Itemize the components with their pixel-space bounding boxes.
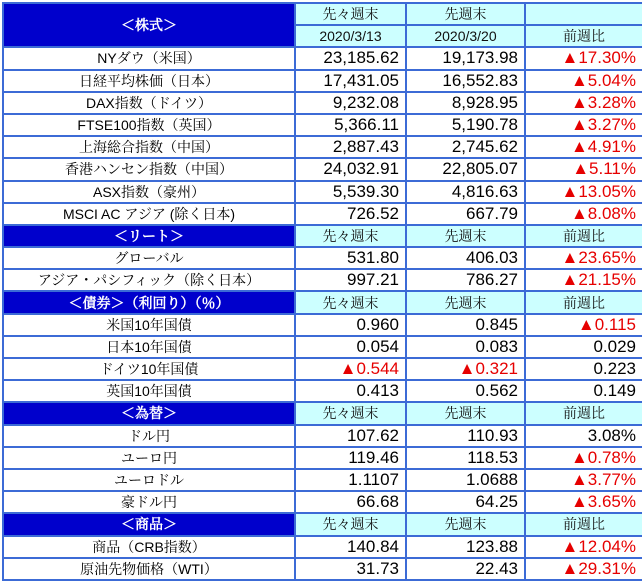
table-row-stocks-6 bbox=[3, 181, 642, 203]
table-row-bonds-1 bbox=[3, 336, 642, 358]
col-header-week-on-week: 前週比 bbox=[525, 291, 642, 313]
market-summary-table bbox=[2, 2, 642, 581]
row-label: 英国10年国債 bbox=[3, 380, 295, 402]
section-title-fx: ＜為替＞ bbox=[3, 402, 295, 424]
row-label: 香港ハンセン指数（中国） bbox=[3, 158, 295, 180]
value-week-on-week: ▲21.15% bbox=[525, 269, 642, 291]
section-header-row-reit bbox=[3, 225, 642, 247]
value-prev-weekend: 2,745.62 bbox=[406, 136, 525, 158]
value-week-on-week: ▲17.30% bbox=[525, 47, 642, 69]
value-prev2-weekend: 0.054 bbox=[295, 336, 406, 358]
row-label: ドル円 bbox=[3, 425, 295, 447]
col-header-prev2-weekend: 先々週末 bbox=[295, 3, 406, 25]
row-label: ユーロ円 bbox=[3, 447, 295, 469]
value-week-on-week: ▲4.91% bbox=[525, 136, 642, 158]
value-week-on-week: ▲0.78% bbox=[525, 447, 642, 469]
value-prev2-weekend: 531.80 bbox=[295, 247, 406, 269]
value-prev-weekend: 19,173.98 bbox=[406, 47, 525, 69]
value-week-on-week: 0.149 bbox=[525, 380, 642, 402]
value-prev2-weekend: 31.73 bbox=[295, 558, 406, 580]
row-label: MSCI AC アジア (除く日本) bbox=[3, 203, 295, 225]
value-prev-weekend: 0.083 bbox=[406, 336, 525, 358]
table-row-fx-1 bbox=[3, 447, 642, 469]
value-prev-weekend: 406.03 bbox=[406, 247, 525, 269]
value-week-on-week: ▲13.05% bbox=[525, 181, 642, 203]
value-prev2-weekend: 66.68 bbox=[295, 491, 406, 513]
table-row-commodities-0 bbox=[3, 536, 642, 558]
value-week-on-week: ▲5.04% bbox=[525, 70, 642, 92]
row-label: 日経平均株価（日本） bbox=[3, 70, 295, 92]
table-row-bonds-0 bbox=[3, 314, 642, 336]
value-week-on-week: 0.223 bbox=[525, 358, 642, 380]
col-header-week-on-week: 前週比 bbox=[525, 402, 642, 424]
value-prev2-weekend: 140.84 bbox=[295, 536, 406, 558]
row-label: ドイツ10年国債 bbox=[3, 358, 295, 380]
col-header-prev-weekend: 先週末 bbox=[406, 402, 525, 424]
value-prev-weekend: 64.25 bbox=[406, 491, 525, 513]
table-row-commodities-1 bbox=[3, 558, 642, 580]
section-title-commodities: ＜商品＞ bbox=[3, 513, 295, 535]
section-header-row-commodities bbox=[3, 513, 642, 535]
col-header-prev-weekend: 先週末 bbox=[406, 291, 525, 313]
section-title-stocks: ＜株式＞ bbox=[3, 3, 295, 47]
col-header-date-prev2: 2020/3/13 bbox=[295, 25, 406, 47]
value-week-on-week: ▲3.28% bbox=[525, 92, 642, 114]
row-label: 日本10年国債 bbox=[3, 336, 295, 358]
col-header-empty bbox=[525, 3, 642, 25]
col-header-week-on-week: 前週比 bbox=[525, 513, 642, 535]
value-prev-weekend: 110.93 bbox=[406, 425, 525, 447]
value-prev-weekend: 667.79 bbox=[406, 203, 525, 225]
value-week-on-week: ▲12.04% bbox=[525, 536, 642, 558]
value-prev-weekend: 0.562 bbox=[406, 380, 525, 402]
col-header-prev2-weekend: 先々週末 bbox=[295, 513, 406, 535]
value-prev-weekend: 22,805.07 bbox=[406, 158, 525, 180]
value-week-on-week: 3.08% bbox=[525, 425, 642, 447]
col-header-prev-weekend: 先週末 bbox=[406, 225, 525, 247]
value-week-on-week: ▲3.27% bbox=[525, 114, 642, 136]
row-label: グローバル bbox=[3, 247, 295, 269]
value-prev2-weekend: 9,232.08 bbox=[295, 92, 406, 114]
row-label: アジア・パシフィック（除く日本） bbox=[3, 269, 295, 291]
row-label: NYダウ（米国） bbox=[3, 47, 295, 69]
section-header-row-stocks bbox=[3, 3, 642, 25]
value-week-on-week: ▲29.31% bbox=[525, 558, 642, 580]
table-row-stocks-3 bbox=[3, 114, 642, 136]
value-prev-weekend: 16,552.83 bbox=[406, 70, 525, 92]
value-week-on-week: ▲0.115 bbox=[525, 314, 642, 336]
value-prev-weekend: 123.88 bbox=[406, 536, 525, 558]
section-header-row-bonds bbox=[3, 291, 642, 313]
table-row-stocks-2 bbox=[3, 92, 642, 114]
value-prev-weekend: 4,816.63 bbox=[406, 181, 525, 203]
value-prev2-weekend: 119.46 bbox=[295, 447, 406, 469]
row-label: 商品（CRB指数） bbox=[3, 536, 295, 558]
col-header-date-prev: 2020/3/20 bbox=[406, 25, 525, 47]
value-prev-weekend: 1.0688 bbox=[406, 469, 525, 491]
section-title-bonds: ＜債券＞（利回り）（％） bbox=[3, 291, 295, 313]
value-prev2-weekend: 5,366.11 bbox=[295, 114, 406, 136]
value-week-on-week: ▲23.65% bbox=[525, 247, 642, 269]
value-week-on-week: ▲5.11% bbox=[525, 158, 642, 180]
col-header-prev2-weekend: 先々週末 bbox=[295, 402, 406, 424]
row-label: 原油先物価格（WTI） bbox=[3, 558, 295, 580]
row-label: 上海総合指数（中国） bbox=[3, 136, 295, 158]
value-prev2-weekend: 0.413 bbox=[295, 380, 406, 402]
row-label: ASX指数（豪州） bbox=[3, 181, 295, 203]
value-prev2-weekend: ▲0.544 bbox=[295, 358, 406, 380]
value-prev2-weekend: 2,887.43 bbox=[295, 136, 406, 158]
table-row-bonds-3 bbox=[3, 380, 642, 402]
table-row-fx-3 bbox=[3, 491, 642, 513]
row-label: ユーロドル bbox=[3, 469, 295, 491]
table-row-stocks-5 bbox=[3, 158, 642, 180]
row-label: FTSE100指数（英国） bbox=[3, 114, 295, 136]
section-header-row-fx bbox=[3, 402, 642, 424]
value-prev2-weekend: 997.21 bbox=[295, 269, 406, 291]
value-prev-weekend: 5,190.78 bbox=[406, 114, 525, 136]
value-prev-weekend: 22.43 bbox=[406, 558, 525, 580]
col-header-prev-weekend: 先週末 bbox=[406, 3, 525, 25]
col-header-prev2-weekend: 先々週末 bbox=[295, 225, 406, 247]
table-row-stocks-0 bbox=[3, 47, 642, 69]
table-row-stocks-1 bbox=[3, 70, 642, 92]
value-week-on-week: ▲3.65% bbox=[525, 491, 642, 513]
value-prev2-weekend: 0.960 bbox=[295, 314, 406, 336]
table-row-stocks-4 bbox=[3, 136, 642, 158]
table-row-stocks-7 bbox=[3, 203, 642, 225]
col-header-week-on-week: 前週比 bbox=[525, 25, 642, 47]
row-label: DAX指数（ドイツ） bbox=[3, 92, 295, 114]
table-row-fx-0 bbox=[3, 425, 642, 447]
value-prev2-weekend: 107.62 bbox=[295, 425, 406, 447]
value-prev-weekend: 0.845 bbox=[406, 314, 525, 336]
value-prev2-weekend: 5,539.30 bbox=[295, 181, 406, 203]
row-label: 豪ドル円 bbox=[3, 491, 295, 513]
table-row-reit-1 bbox=[3, 269, 642, 291]
col-header-week-on-week: 前週比 bbox=[525, 225, 642, 247]
value-prev-weekend: 118.53 bbox=[406, 447, 525, 469]
value-prev2-weekend: 23,185.62 bbox=[295, 47, 406, 69]
value-prev-weekend: ▲0.321 bbox=[406, 358, 525, 380]
col-header-prev-weekend: 先週末 bbox=[406, 513, 525, 535]
value-week-on-week: 0.029 bbox=[525, 336, 642, 358]
table-row-reit-0 bbox=[3, 247, 642, 269]
table-row-bonds-2 bbox=[3, 358, 642, 380]
col-header-prev2-weekend: 先々週末 bbox=[295, 291, 406, 313]
value-prev2-weekend: 24,032.91 bbox=[295, 158, 406, 180]
section-title-reit: ＜リート＞ bbox=[3, 225, 295, 247]
value-week-on-week: ▲3.77% bbox=[525, 469, 642, 491]
row-label: 米国10年国債 bbox=[3, 314, 295, 336]
value-prev2-weekend: 726.52 bbox=[295, 203, 406, 225]
value-week-on-week: ▲8.08% bbox=[525, 203, 642, 225]
value-prev-weekend: 8,928.95 bbox=[406, 92, 525, 114]
value-prev2-weekend: 1.1107 bbox=[295, 469, 406, 491]
value-prev-weekend: 786.27 bbox=[406, 269, 525, 291]
table-row-fx-2 bbox=[3, 469, 642, 491]
value-prev2-weekend: 17,431.05 bbox=[295, 70, 406, 92]
